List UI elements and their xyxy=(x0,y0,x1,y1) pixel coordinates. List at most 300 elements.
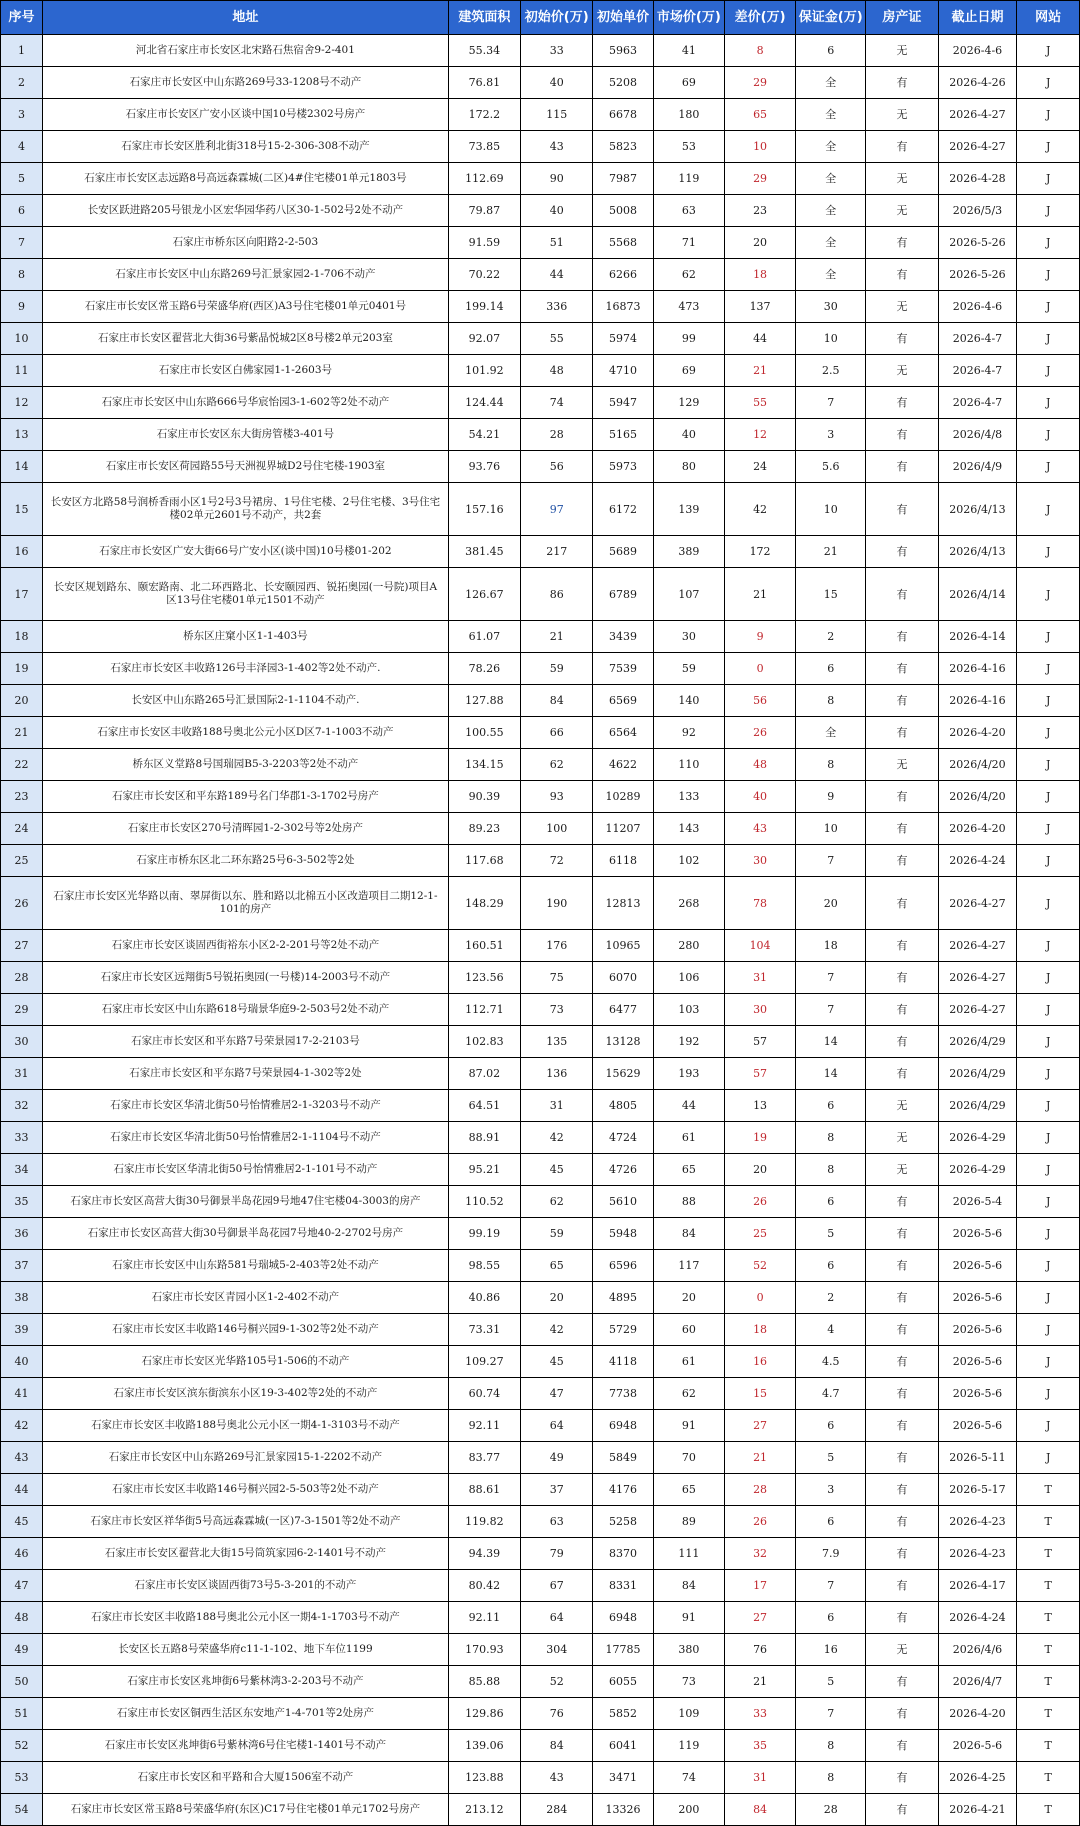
cell-diff: 52 xyxy=(724,1250,795,1282)
cell-deposit: 7 xyxy=(796,962,866,994)
cell-start-price: 79 xyxy=(521,1538,593,1570)
header-row xyxy=(1,1,1080,35)
cell-unit-price: 5973 xyxy=(593,451,653,483)
cell-diff: 10 xyxy=(724,131,795,163)
cell-address: 石家庄市长安区翟营北大街15号筒筑家园6-2-1401号不动产 xyxy=(43,1538,449,1570)
cell-diff: 0 xyxy=(724,1282,795,1314)
cell-cert: 有 xyxy=(866,227,938,259)
cell-market-price: 119 xyxy=(653,1730,724,1762)
cell-start-price: 74 xyxy=(521,387,593,419)
table-row[interactable] xyxy=(1,877,1080,930)
cell-no: 14 xyxy=(1,451,43,483)
table-row[interactable] xyxy=(1,1762,1080,1794)
table-row[interactable] xyxy=(1,536,1080,568)
cell-site: J xyxy=(1017,1026,1080,1058)
table-row[interactable] xyxy=(1,99,1080,131)
table-row[interactable] xyxy=(1,749,1080,781)
cell-deadline: 2026-4-6 xyxy=(938,291,1017,323)
cell-site: J xyxy=(1017,1090,1080,1122)
cell-deposit: 4.7 xyxy=(796,1378,866,1410)
cell-address: 石家庄市长安区荷园路55号天洲视界城D2号住宅楼-1903室 xyxy=(43,451,449,483)
cell-site: J xyxy=(1017,483,1080,536)
cell-diff: 27 xyxy=(724,1602,795,1634)
cell-unit-price: 5852 xyxy=(593,1698,653,1730)
cell-start-price: 37 xyxy=(521,1474,593,1506)
cell-area: 89.23 xyxy=(448,813,520,845)
cell-deposit: 30 xyxy=(796,291,866,323)
cell-diff: 13 xyxy=(724,1090,795,1122)
cell-address: 石家庄市长安区丰收路188号奥北公元小区D区7-1-1003不动产 xyxy=(43,717,449,749)
table-row[interactable] xyxy=(1,1090,1080,1122)
cell-site: J xyxy=(1017,962,1080,994)
cell-start-price: 100 xyxy=(521,813,593,845)
cell-deposit: 2 xyxy=(796,1282,866,1314)
cell-market-price: 88 xyxy=(653,1186,724,1218)
cell-cert: 有 xyxy=(866,1762,938,1794)
cell-market-price: 84 xyxy=(653,1218,724,1250)
cell-address: 石家庄市长安区丰收路188号奥北公元小区一期4-1-3103号不动产 xyxy=(43,1410,449,1442)
cell-area: 60.74 xyxy=(448,1378,520,1410)
cell-no: 49 xyxy=(1,1634,43,1666)
cell-address: 石家庄市长安区高营大街30号御景半岛花园7号地40-2-2702号房产 xyxy=(43,1218,449,1250)
cell-site: J xyxy=(1017,1442,1080,1474)
table-row[interactable] xyxy=(1,1474,1080,1506)
cell-deadline: 2026-5-6 xyxy=(938,1282,1017,1314)
cell-start-price: 33 xyxy=(521,35,593,67)
cell-unit-price: 5974 xyxy=(593,323,653,355)
table-row[interactable] xyxy=(1,259,1080,291)
cell-start-price: 49 xyxy=(521,1442,593,1474)
table-row[interactable] xyxy=(1,1730,1080,1762)
cell-no: 33 xyxy=(1,1122,43,1154)
cell-cert: 无 xyxy=(866,291,938,323)
cell-cert: 无 xyxy=(866,99,938,131)
cell-start-price: 43 xyxy=(521,131,593,163)
table-row[interactable] xyxy=(1,1218,1080,1250)
cell-unit-price: 4622 xyxy=(593,749,653,781)
table-row[interactable] xyxy=(1,1314,1080,1346)
cell-deadline: 2026-4-16 xyxy=(938,685,1017,717)
table-row[interactable] xyxy=(1,451,1080,483)
cell-deadline: 2026-4-6 xyxy=(938,35,1017,67)
header-deadline[interactable]: 截止日期 xyxy=(938,1,1017,35)
cell-area: 54.21 xyxy=(448,419,520,451)
cell-address: 石家庄市长安区中山东路269号汇景家园2-1-706不动产 xyxy=(43,259,449,291)
cell-unit-price: 6172 xyxy=(593,483,653,536)
cell-address: 石家庄市长安区广安大街66号广安小区(谈中国)10号楼01-202 xyxy=(43,536,449,568)
cell-start-price: 76 xyxy=(521,1698,593,1730)
table-row[interactable] xyxy=(1,1602,1080,1634)
cell-site: J xyxy=(1017,291,1080,323)
cell-market-price: 63 xyxy=(653,195,724,227)
cell-unit-price: 6055 xyxy=(593,1666,653,1698)
cell-diff: 104 xyxy=(724,930,795,962)
cell-area: 109.27 xyxy=(448,1346,520,1378)
cell-cert: 有 xyxy=(866,1666,938,1698)
cell-deadline: 2026-5-6 xyxy=(938,1410,1017,1442)
cell-site: J xyxy=(1017,930,1080,962)
cell-cert: 无 xyxy=(866,355,938,387)
cell-address: 石家庄市桥东区北二环东路25号6-3-502等2处 xyxy=(43,845,449,877)
cell-area: 123.88 xyxy=(448,1762,520,1794)
cell-no: 47 xyxy=(1,1570,43,1602)
table-row[interactable] xyxy=(1,621,1080,653)
cell-area: 76.81 xyxy=(448,67,520,99)
table-row[interactable] xyxy=(1,1346,1080,1378)
cell-start-price: 42 xyxy=(521,1314,593,1346)
cell-area: 148.29 xyxy=(448,877,520,930)
table-row[interactable] xyxy=(1,1634,1080,1666)
cell-diff: 17 xyxy=(724,1570,795,1602)
table-row[interactable] xyxy=(1,1378,1080,1410)
cell-deposit: 7 xyxy=(796,845,866,877)
cell-site: J xyxy=(1017,1250,1080,1282)
cell-area: 78.26 xyxy=(448,653,520,685)
cell-market-price: 107 xyxy=(653,568,724,621)
cell-area: 110.52 xyxy=(448,1186,520,1218)
cell-cert: 有 xyxy=(866,131,938,163)
table-row[interactable] xyxy=(1,1154,1080,1186)
cell-area: 92.07 xyxy=(448,323,520,355)
table-row[interactable] xyxy=(1,131,1080,163)
cell-unit-price: 5947 xyxy=(593,387,653,419)
cell-unit-price: 6118 xyxy=(593,845,653,877)
cell-unit-price: 7987 xyxy=(593,163,653,195)
cell-area: 99.19 xyxy=(448,1218,520,1250)
cell-no: 17 xyxy=(1,568,43,621)
cell-cert: 有 xyxy=(866,1474,938,1506)
cell-start-price: 40 xyxy=(521,195,593,227)
cell-area: 88.61 xyxy=(448,1474,520,1506)
cell-deadline: 2026/4/29 xyxy=(938,1058,1017,1090)
cell-market-price: 40 xyxy=(653,419,724,451)
cell-deposit: 7 xyxy=(796,387,866,419)
header-diff[interactable]: 差价(万) xyxy=(724,1,795,35)
cell-deadline: 2026-4-27 xyxy=(938,877,1017,930)
cell-diff: 18 xyxy=(724,1314,795,1346)
cell-no: 28 xyxy=(1,962,43,994)
cell-deposit: 5 xyxy=(796,1666,866,1698)
cell-area: 100.55 xyxy=(448,717,520,749)
cell-market-price: 91 xyxy=(653,1602,724,1634)
cell-site: T xyxy=(1017,1730,1080,1762)
cell-market-price: 99 xyxy=(653,323,724,355)
cell-site: T xyxy=(1017,1698,1080,1730)
cell-start-price: 66 xyxy=(521,717,593,749)
cell-address: 石家庄市长安区高营大街30号御景半岛花园9号地47住宅楼04-3003的房产 xyxy=(43,1186,449,1218)
cell-diff: 15 xyxy=(724,1378,795,1410)
cell-unit-price: 3471 xyxy=(593,1762,653,1794)
table-row[interactable] xyxy=(1,35,1080,67)
cell-no: 19 xyxy=(1,653,43,685)
cell-site: J xyxy=(1017,717,1080,749)
cell-cert: 有 xyxy=(866,67,938,99)
cell-cert: 有 xyxy=(866,813,938,845)
header-address[interactable]: 地址 xyxy=(43,1,449,35)
table-row[interactable] xyxy=(1,1026,1080,1058)
cell-deadline: 2026/4/9 xyxy=(938,451,1017,483)
cell-start-price: 59 xyxy=(521,1218,593,1250)
cell-start-price: 75 xyxy=(521,962,593,994)
cell-diff: 16 xyxy=(724,1346,795,1378)
cell-diff: 30 xyxy=(724,994,795,1026)
table-row[interactable] xyxy=(1,717,1080,749)
cell-no: 26 xyxy=(1,877,43,930)
cell-diff: 25 xyxy=(724,1218,795,1250)
cell-no: 34 xyxy=(1,1154,43,1186)
cell-site: J xyxy=(1017,195,1080,227)
cell-unit-price: 5729 xyxy=(593,1314,653,1346)
table-row[interactable] xyxy=(1,1410,1080,1442)
cell-market-price: 140 xyxy=(653,685,724,717)
cell-no: 13 xyxy=(1,419,43,451)
cell-diff: 0 xyxy=(724,653,795,685)
table-row[interactable] xyxy=(1,568,1080,621)
cell-unit-price: 8331 xyxy=(593,1570,653,1602)
cell-diff: 9 xyxy=(724,621,795,653)
cell-deadline: 2026-4-20 xyxy=(938,1698,1017,1730)
cell-area: 95.21 xyxy=(448,1154,520,1186)
cell-market-price: 89 xyxy=(653,1506,724,1538)
cell-deadline: 2026/5/3 xyxy=(938,195,1017,227)
table-row[interactable] xyxy=(1,1250,1080,1282)
cell-deposit: 5.6 xyxy=(796,451,866,483)
cell-site: J xyxy=(1017,1378,1080,1410)
cell-unit-price: 5165 xyxy=(593,419,653,451)
table-row[interactable] xyxy=(1,845,1080,877)
cell-deposit: 8 xyxy=(796,1730,866,1762)
table-row[interactable] xyxy=(1,653,1080,685)
cell-address: 石家庄市长安区中山东路666号华宸怡园3-1-602等2处不动产 xyxy=(43,387,449,419)
cell-deadline: 2026-4-25 xyxy=(938,1762,1017,1794)
cell-diff: 65 xyxy=(724,99,795,131)
cell-address: 长安区中山东路265号汇景国际2-1-1104不动产. xyxy=(43,685,449,717)
cell-area: 93.76 xyxy=(448,451,520,483)
cell-unit-price: 5258 xyxy=(593,1506,653,1538)
cell-deposit: 9 xyxy=(796,781,866,813)
cell-no: 23 xyxy=(1,781,43,813)
header-unit-price[interactable]: 初始单价 xyxy=(593,1,653,35)
cell-address: 石家庄市长安区常玉路8号荣盛华府(东区)C17号住宅楼01单元1702号房产 xyxy=(43,1794,449,1826)
cell-start-price: 84 xyxy=(521,685,593,717)
table-row[interactable] xyxy=(1,1442,1080,1474)
cell-unit-price: 17785 xyxy=(593,1634,653,1666)
cell-no: 1 xyxy=(1,35,43,67)
cell-address: 石家庄市长安区华清北街50号怡情雅居2-1-3203号不动产 xyxy=(43,1090,449,1122)
cell-area: 139.06 xyxy=(448,1730,520,1762)
cell-no: 44 xyxy=(1,1474,43,1506)
cell-cert: 有 xyxy=(866,1410,938,1442)
cell-unit-price: 10289 xyxy=(593,781,653,813)
cell-address: 石家庄市长安区和平东路7号荣景园4-1-302等2处 xyxy=(43,1058,449,1090)
table-row[interactable] xyxy=(1,67,1080,99)
cell-unit-price: 6070 xyxy=(593,962,653,994)
table-row[interactable] xyxy=(1,387,1080,419)
table-row[interactable] xyxy=(1,355,1080,387)
cell-address: 石家庄市长安区光华路以南、翠屏街以东、胜和路以北棉五小区改造项目二期12-1-101的房产 xyxy=(43,877,449,930)
table-row[interactable] xyxy=(1,163,1080,195)
table-row[interactable] xyxy=(1,962,1080,994)
cell-diff: 26 xyxy=(724,1506,795,1538)
cell-market-price: 70 xyxy=(653,1442,724,1474)
cell-diff: 26 xyxy=(724,717,795,749)
cell-start-price: 43 xyxy=(521,1762,593,1794)
table-row[interactable] xyxy=(1,1506,1080,1538)
cell-unit-price: 4176 xyxy=(593,1474,653,1506)
header-deposit[interactable]: 保证金(万) xyxy=(796,1,866,35)
table-row[interactable] xyxy=(1,1282,1080,1314)
cell-no: 36 xyxy=(1,1218,43,1250)
table-row[interactable] xyxy=(1,930,1080,962)
cell-deposit: 8 xyxy=(796,1762,866,1794)
cell-area: 73.85 xyxy=(448,131,520,163)
table-row[interactable] xyxy=(1,1122,1080,1154)
table-row[interactable] xyxy=(1,483,1080,536)
table-row[interactable] xyxy=(1,813,1080,845)
cell-start-price: 304 xyxy=(521,1634,593,1666)
cell-deposit: 16 xyxy=(796,1634,866,1666)
cell-deposit: 14 xyxy=(796,1026,866,1058)
cell-cert: 有 xyxy=(866,1250,938,1282)
cell-cert: 有 xyxy=(866,1314,938,1346)
table-row[interactable] xyxy=(1,1666,1080,1698)
cell-site: J xyxy=(1017,536,1080,568)
cell-deadline: 2026-5-11 xyxy=(938,1442,1017,1474)
cell-area: 92.11 xyxy=(448,1602,520,1634)
cell-area: 213.12 xyxy=(448,1794,520,1826)
cell-area: 79.87 xyxy=(448,195,520,227)
cell-area: 91.59 xyxy=(448,227,520,259)
cell-site: T xyxy=(1017,1634,1080,1666)
header-site[interactable]: 网站 xyxy=(1017,1,1080,35)
cell-no: 46 xyxy=(1,1538,43,1570)
cell-diff: 42 xyxy=(724,483,795,536)
cell-site: T xyxy=(1017,1506,1080,1538)
cell-site: J xyxy=(1017,994,1080,1026)
table-row[interactable] xyxy=(1,1538,1080,1570)
cell-market-price: 103 xyxy=(653,994,724,1026)
cell-cert: 有 xyxy=(866,1506,938,1538)
cell-unit-price: 4726 xyxy=(593,1154,653,1186)
cell-deposit: 4 xyxy=(796,1314,866,1346)
table-row[interactable] xyxy=(1,685,1080,717)
cell-site: J xyxy=(1017,1282,1080,1314)
cell-site: J xyxy=(1017,1186,1080,1218)
cell-unit-price: 6266 xyxy=(593,259,653,291)
cell-address: 桥东区义堂路8号国瑞园B5-3-2203等2处不动产 xyxy=(43,749,449,781)
cell-diff: 57 xyxy=(724,1058,795,1090)
cell-area: 73.31 xyxy=(448,1314,520,1346)
header-area[interactable]: 建筑面积 xyxy=(448,1,520,35)
table-row[interactable] xyxy=(1,994,1080,1026)
cell-market-price: 109 xyxy=(653,1698,724,1730)
table-row[interactable] xyxy=(1,291,1080,323)
table-row[interactable] xyxy=(1,1570,1080,1602)
cell-market-price: 74 xyxy=(653,1762,724,1794)
cell-unit-price: 5008 xyxy=(593,195,653,227)
table-row[interactable] xyxy=(1,419,1080,451)
cell-diff: 76 xyxy=(724,1634,795,1666)
cell-cert: 有 xyxy=(866,930,938,962)
cell-unit-price: 7539 xyxy=(593,653,653,685)
cell-deposit: 6 xyxy=(796,35,866,67)
cell-address: 石家庄市长安区胜利北街318号15-2-306-308不动产 xyxy=(43,131,449,163)
header-cert[interactable]: 房产证 xyxy=(866,1,938,35)
cell-deadline: 2026-5-6 xyxy=(938,1250,1017,1282)
cell-start-price: 56 xyxy=(521,451,593,483)
cell-cert: 有 xyxy=(866,536,938,568)
cell-no: 40 xyxy=(1,1346,43,1378)
header-start-price[interactable]: 初始价(万) xyxy=(521,1,593,35)
table-row[interactable] xyxy=(1,195,1080,227)
cell-cert: 无 xyxy=(866,195,938,227)
cell-diff: 20 xyxy=(724,227,795,259)
cell-market-price: 117 xyxy=(653,1250,724,1282)
header-market-price[interactable]: 市场价(万) xyxy=(653,1,724,35)
cell-unit-price: 6477 xyxy=(593,994,653,1026)
table-body xyxy=(1,35,1080,1826)
cell-site: J xyxy=(1017,1122,1080,1154)
cell-no: 54 xyxy=(1,1794,43,1826)
cell-area: 83.77 xyxy=(448,1442,520,1474)
cell-site: T xyxy=(1017,1794,1080,1826)
cell-cert: 有 xyxy=(866,1058,938,1090)
cell-address: 石家庄市长安区谈固西街73号5-3-201的不动产 xyxy=(43,1570,449,1602)
cell-cert: 有 xyxy=(866,653,938,685)
cell-deposit: 6 xyxy=(796,653,866,685)
cell-no: 53 xyxy=(1,1762,43,1794)
cell-diff: 26 xyxy=(724,1186,795,1218)
cell-no: 18 xyxy=(1,621,43,653)
cell-deposit: 18 xyxy=(796,930,866,962)
cell-area: 85.88 xyxy=(448,1666,520,1698)
cell-market-price: 80 xyxy=(653,451,724,483)
cell-market-price: 102 xyxy=(653,845,724,877)
header-no[interactable]: 序号 xyxy=(1,1,43,35)
cell-area: 124.44 xyxy=(448,387,520,419)
table-row[interactable] xyxy=(1,323,1080,355)
table-row[interactable] xyxy=(1,1794,1080,1826)
cell-start-price: 217 xyxy=(521,536,593,568)
cell-start-price: 67 xyxy=(521,1570,593,1602)
cell-cert: 无 xyxy=(866,1154,938,1186)
cell-deadline: 2026-4-27 xyxy=(938,99,1017,131)
cell-diff: 19 xyxy=(724,1122,795,1154)
cell-start-price: 47 xyxy=(521,1378,593,1410)
cell-start-price: 72 xyxy=(521,845,593,877)
cell-no: 16 xyxy=(1,536,43,568)
table-row[interactable] xyxy=(1,781,1080,813)
cell-address: 石家庄市长安区丰收路146号桐兴园2-5-503等2处不动产 xyxy=(43,1474,449,1506)
cell-cert: 有 xyxy=(866,1282,938,1314)
cell-unit-price: 5849 xyxy=(593,1442,653,1474)
cell-diff: 57 xyxy=(724,1026,795,1058)
cell-no: 29 xyxy=(1,994,43,1026)
table-row[interactable] xyxy=(1,1058,1080,1090)
cell-deadline: 2026/4/20 xyxy=(938,781,1017,813)
cell-area: 87.02 xyxy=(448,1058,520,1090)
table-row[interactable] xyxy=(1,227,1080,259)
cell-site: T xyxy=(1017,1602,1080,1634)
table-row[interactable] xyxy=(1,1698,1080,1730)
table-row[interactable] xyxy=(1,1186,1080,1218)
cell-cert: 无 xyxy=(866,163,938,195)
cell-no: 12 xyxy=(1,387,43,419)
cell-unit-price: 4724 xyxy=(593,1122,653,1154)
cell-address: 石家庄市长安区华清北街50号怡情雅居2-1-101号不动产 xyxy=(43,1154,449,1186)
cell-site: J xyxy=(1017,35,1080,67)
cell-unit-price: 4710 xyxy=(593,355,653,387)
